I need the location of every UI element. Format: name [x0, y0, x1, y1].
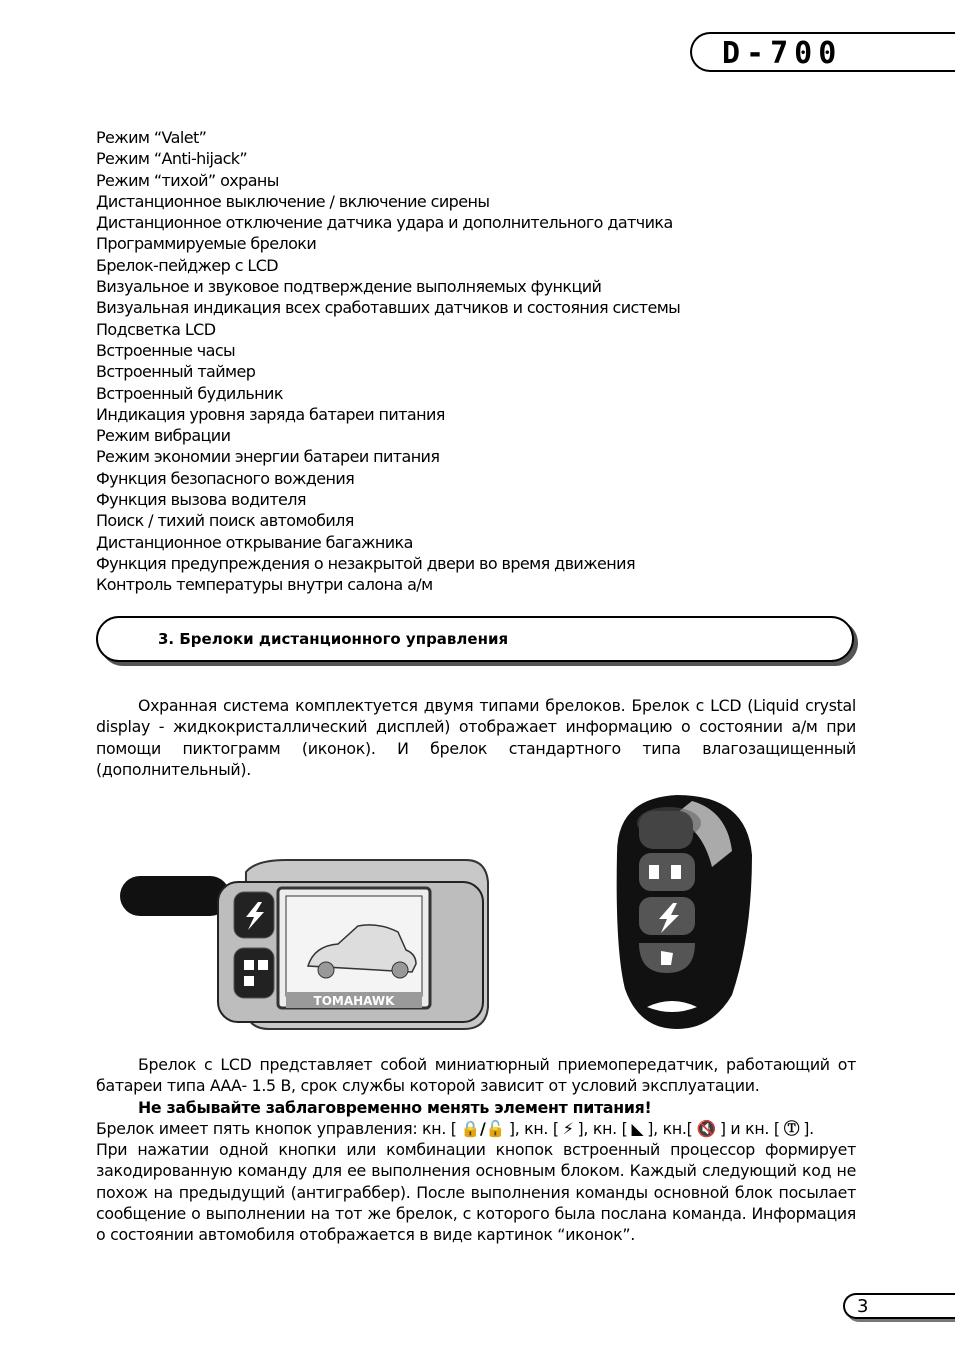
list-item: Подсветка LCD — [96, 319, 216, 339]
body-text — [96, 1054, 856, 1246]
list-item: Индикация уровня заряда батареи питания — [96, 404, 445, 424]
model-badge — [690, 32, 955, 72]
battery-warning: Не забывайте заблаговременно менять элемент питания! — [138, 1097, 652, 1117]
list-item: Встроенные часы — [96, 340, 236, 360]
list-item: Режим “Anti-hijack” — [96, 149, 248, 169]
list-item: Брелок-пейджер с LCD — [96, 255, 278, 275]
list-item: Поиск / тихий поиск автомобиля — [96, 511, 354, 531]
standard-fob-illustration — [607, 793, 757, 1033]
list-item: Встроенный таймер — [96, 362, 256, 382]
list-item: Дистанционное выключение / включение сирены — [96, 191, 490, 211]
feature-list — [96, 127, 680, 596]
list-item: Режим “Valet” — [96, 128, 207, 147]
list-item: Контроль температуры внутри салона а/м — [96, 575, 433, 595]
list-item: Дистанционное отключение датчика удара и дополнительного датчика — [96, 213, 673, 233]
lcd-fob-illustration — [118, 852, 493, 1032]
list-item: Функция предупреждения о незакрытой двери во время движения — [96, 553, 635, 573]
list-item: Встроенный будильник — [96, 383, 283, 403]
timer-icon: Ⓣ — [783, 1118, 800, 1138]
trunk-icon — [661, 951, 673, 965]
siren-mute-icon: 🔇 — [696, 1118, 716, 1138]
list-item: Функция безопасного вождения — [96, 468, 355, 488]
fob-brand-logo: TOMAHAWK — [313, 994, 395, 1008]
list-item: Режим вибрации — [96, 426, 231, 446]
model-name: D-700 — [722, 36, 843, 71]
list-item: Программируемые брелоки — [96, 234, 317, 254]
list-item: Режим экономии энергии батареи питания — [96, 447, 440, 467]
body-paragraph: При нажатии одной кнопки или комбинации кнопок встроенный процессор формирует закодированную команду для ее выполнения основным блоком. Каждый следующий код не похож на предыдущий (антиграббер). После выполнения команды основной блок посылает сообщение о выполнении на тот же брелок, с которого была послана команда. Информация о состоянии автомобиля отображается в виде картинок “иконок”. — [96, 1140, 856, 1245]
list-item: Дистанционное открывание багажника — [96, 532, 413, 552]
buttons-line: Брелок имеет пять кнопок управления: кн. [ 🔒/🔓 ], кн. [ ⚡ ], кн. [ ◣ ], кн.[ 🔇 ] и кн. [ Ⓣ ]. — [96, 1118, 814, 1138]
list-item: Функция вызова водителя — [96, 490, 306, 510]
list-item: Визуальная индикация всех сработавших датчиков и состояния системы — [96, 298, 681, 318]
section-header — [96, 616, 854, 662]
body-paragraph: Брелок с LCD представляет собой миниатюрный приемопередатчик, работающий от батареи типа ААА- 1.5 В, срок службы которой зависит от условий эксплуатации. — [96, 1055, 856, 1096]
section-title: 3. Брелоки дистанционного управления — [158, 630, 509, 648]
list-item: Режим “тихой” охраны — [96, 170, 279, 190]
trunk-icon: ◣ — [631, 1118, 644, 1138]
intro-paragraph: Охранная система комплектуется двумя типами брелоков. Брелок с LCD (Liquid crystal display - жидкокристаллический дисплей) отображает информацию о состоянии а/м при помощи пиктограмм (иконок). И брелок стандартного типа влагозащищенный (дополнительный). — [96, 696, 856, 779]
lock-unlock-icon: 🔒/🔓 — [460, 1118, 505, 1138]
list-item: Визуальное и звуковое подтверждение выполняемых функций — [96, 277, 602, 297]
page-number: 3 — [843, 1293, 955, 1319]
lightning-icon: ⚡ — [562, 1118, 574, 1138]
